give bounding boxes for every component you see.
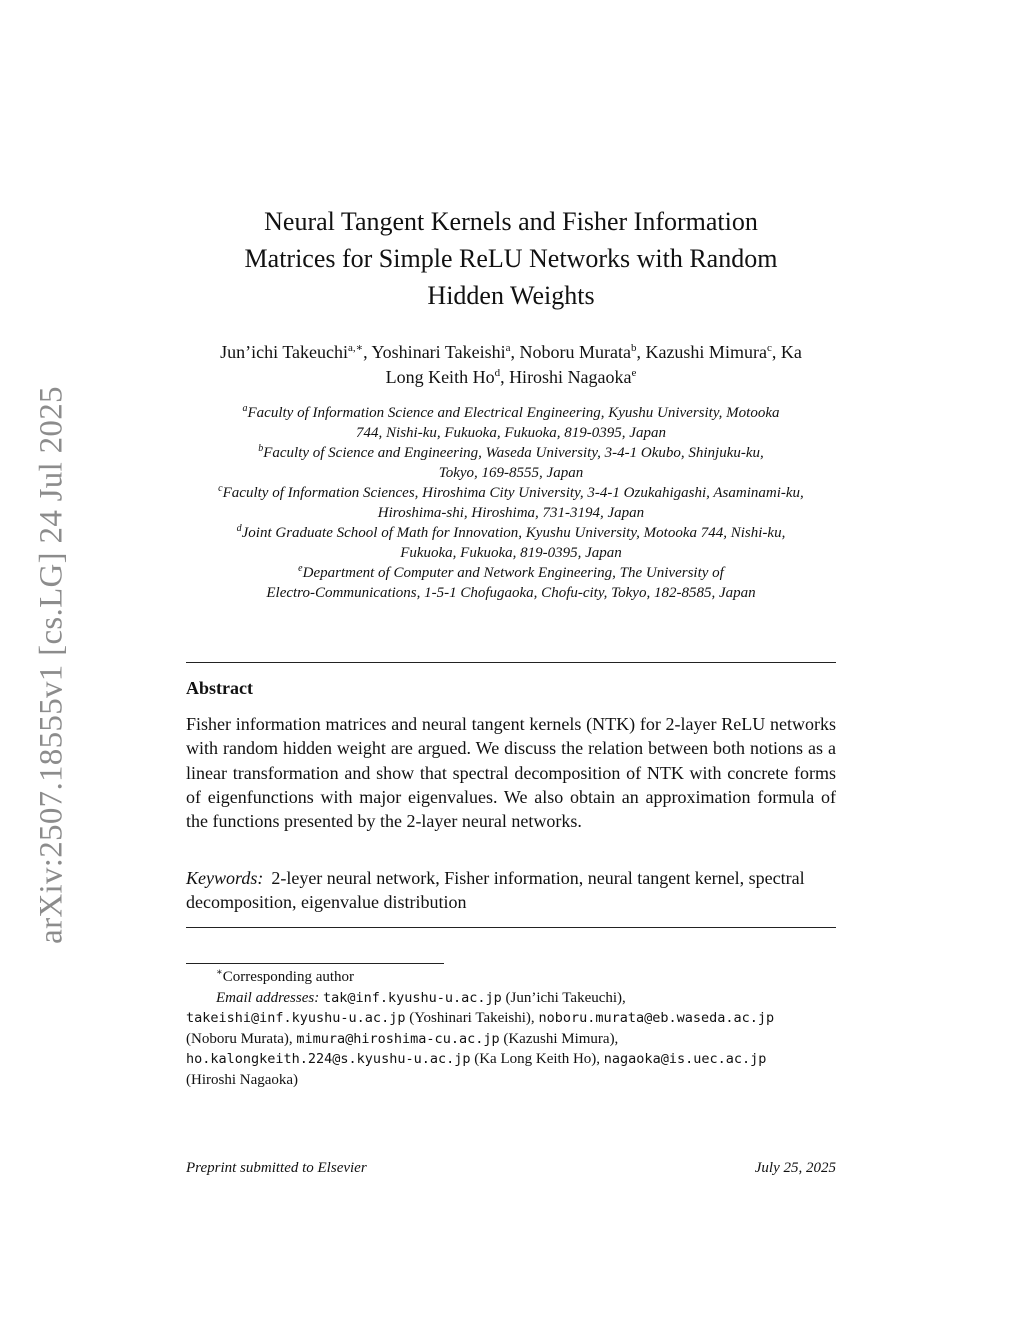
affiliation-line: Fukuoka, Fukuoka, 819-0395, Japan (400, 545, 622, 561)
title-line: Matrices for Simple ReLU Networks with Random (244, 244, 778, 273)
author-name: Jun’ichi Takeuchi (220, 342, 349, 362)
affiliation-line: Tokyo, 169-8555, Japan (438, 465, 584, 481)
footnotes (186, 967, 836, 1090)
affiliation-mark: d (236, 523, 242, 534)
author-line (170, 340, 852, 365)
abstract-body: Fisher information matrices and neural tangent kernels (NTK) for 2-layer ReLU networks with random hidden weight are argued. We discuss the relation between both notions as a linear transformation and show that spectral decomposition of NTK with concrete forms of eigenfunctions with major eigenvalues. We also obtain an approximation formula of the functions presented by the 2-layer neural networks. (186, 714, 836, 832)
email-link[interactable]: mimura@hiroshima-cu.ac.jp (296, 1030, 500, 1047)
affiliation-text: Joint Graduate School of Math for Innovation, Kyushu University, Motooka 744, Nishi-ku, (241, 525, 786, 541)
author-separator: , (363, 342, 372, 362)
abstract-bottom-rule (186, 927, 836, 928)
author-separator: , Ka (771, 342, 802, 362)
arxiv-identifier-stamp: arXiv:2507.18555v1 [cs.LG] 24 Jul 2025 (33, 386, 70, 944)
affiliation-mark: e (298, 563, 303, 574)
affiliation-mark: a (242, 403, 248, 414)
date-footer: July 25, 2025 (754, 1160, 836, 1176)
author-list (170, 340, 852, 390)
affiliation-text: Faculty of Information Sciences, Hiroshima City University, 3-4-1 Ozukahigashi, Asaminami-ku, (222, 485, 804, 501)
affiliation-mark: b (258, 443, 264, 454)
email-line (186, 988, 836, 1009)
email-line (186, 1070, 836, 1091)
author-affil-mark: a,∗ (348, 342, 364, 354)
keywords-text: 2-leyer neural network, Fisher information, neural tangent kernel, spectral decomposition, eigenvalue distribution (186, 868, 805, 912)
affiliation-line (160, 563, 862, 583)
email-line (186, 1049, 836, 1070)
email-link[interactable]: ho.kalongkeith.224@s.kyushu-u.ac.jp (186, 1051, 471, 1067)
affiliation-text: Faculty of Science and Engineering, Waseda University, 3-4-1 Okubo, Shinjuku-ku, (263, 445, 764, 461)
author-name: Yoshinari Takeishi (371, 342, 506, 362)
email-link[interactable]: nagaoka@is.uec.ac.jp (603, 1051, 767, 1067)
email-line (186, 1008, 836, 1029)
title-line: Hidden Weights (427, 281, 595, 310)
abstract-top-rule (186, 662, 836, 663)
author-name: Hiroshi Nagaoka (509, 367, 632, 387)
author-affil-mark: a (505, 342, 511, 354)
author-separator: , (510, 342, 520, 362)
email-owner: (Ka Long Keith Ho), (474, 1051, 601, 1067)
corresponding-mark: ∗ (216, 967, 223, 978)
title-line: Neural Tangent Kernels and Fisher Information (264, 207, 758, 236)
affiliation-text: Faculty of Information Science and Electrical Engineering, Kyushu University, Motooka (247, 405, 780, 421)
email-label: Email addresses: (216, 989, 320, 1006)
author-line (170, 365, 852, 390)
author-separator: , (500, 367, 510, 387)
email-line (186, 1029, 836, 1050)
affiliation-line (160, 443, 862, 463)
preprint-footer: Preprint submitted to Elsevier (186, 1160, 367, 1176)
author-name: Long Keith Ho (385, 367, 495, 387)
corresponding-text: Corresponding author (222, 969, 355, 985)
author-affil-mark: d (494, 367, 501, 379)
author-name: Kazushi Mimura (645, 342, 767, 362)
corresponding-author-note (186, 967, 836, 988)
affiliation-text: Department of Computer and Network Engineering, The University of (302, 565, 724, 581)
author-name: Noboru Murata (519, 342, 631, 362)
email-owner: (Jun’ichi Takeuchi), (505, 989, 626, 1006)
affiliation-line (160, 403, 862, 423)
email-owner: (Noboru Murata), (186, 1030, 293, 1047)
email-link[interactable]: noboru.murata@eb.waseda.ac.jp (538, 1010, 775, 1026)
affiliation-line: 744, Nishi-ku, Fukuoka, Fukuoka, 819-0395, Japan (356, 425, 666, 441)
affiliation-line (160, 483, 862, 503)
email-link[interactable]: takeishi@inf.kyushu-u.ac.jp (186, 1010, 406, 1026)
keywords-label: Keywords: (186, 868, 264, 888)
affiliation-line: Electro-Communications, 1-5-1 Chofugaoka, Chofu-city, Tokyo, 182-8585, Japan (266, 585, 756, 601)
email-owner: (Yoshinari Takeishi), (409, 1010, 535, 1026)
email-owner: (Kazushi Mimura), (503, 1030, 619, 1047)
author-affil-mark: c (766, 342, 772, 354)
affiliation-line: Hiroshima-shi, Hiroshima, 731-3194, Japan (377, 505, 645, 521)
author-affil-mark: e (631, 367, 637, 379)
email-link[interactable]: tak@inf.kyushu-u.ac.jp (322, 989, 502, 1006)
affiliation-line (160, 523, 862, 543)
author-affil-mark: b (630, 342, 637, 354)
affiliation-list (160, 403, 862, 603)
footnote-rule (186, 963, 444, 964)
author-separator: , (636, 342, 646, 362)
abstract-heading: Abstract (186, 678, 253, 698)
keywords (186, 866, 836, 914)
affiliation-mark: c (218, 483, 223, 494)
email-owner: (Hiroshi Nagaoka) (186, 1071, 299, 1088)
paper-title (186, 203, 836, 314)
